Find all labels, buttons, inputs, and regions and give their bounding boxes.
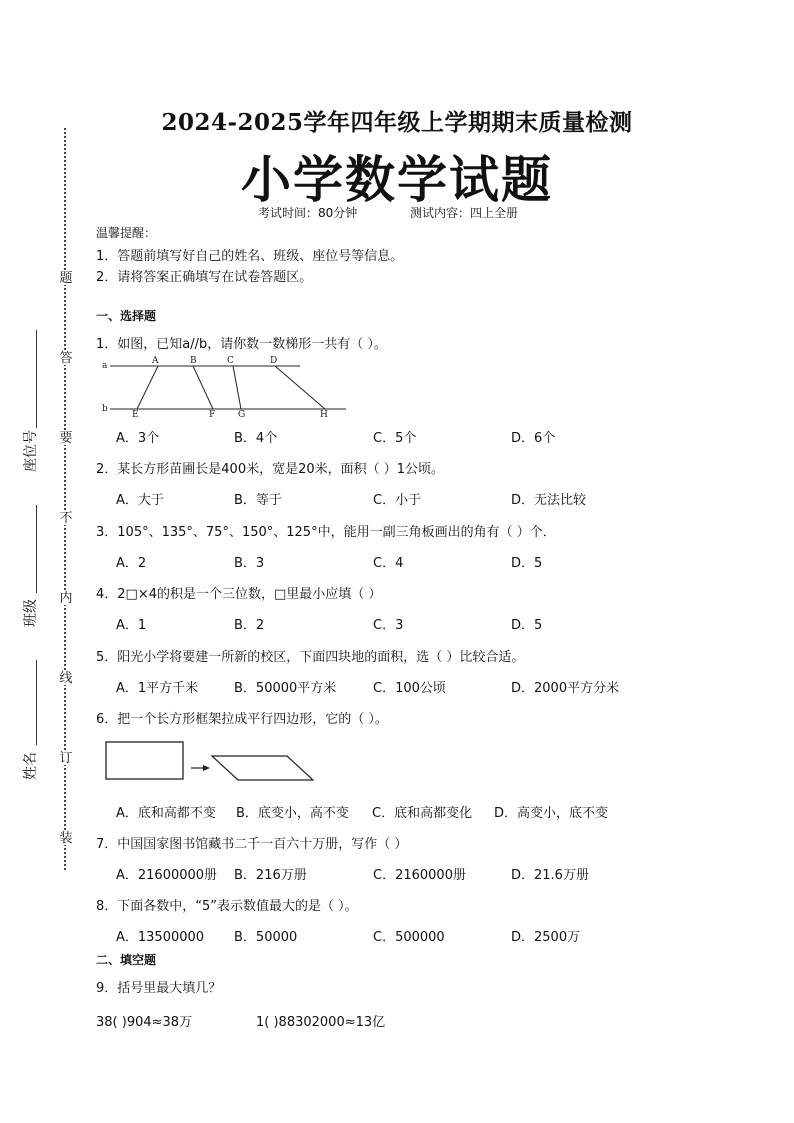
- exam-title: 2024-2025学年四年级上学期期末质量检测: [161, 109, 633, 136]
- seat-label: 座位号: [23, 430, 39, 472]
- option-c[interactable]: C．2160000册: [373, 868, 466, 883]
- name-underline[interactable]: [36, 660, 37, 745]
- fill-blank-2[interactable]: 1( )88302000≈13亿: [256, 1015, 386, 1030]
- option-a[interactable]: A．21600000册: [116, 868, 218, 883]
- margin-char: 线: [59, 671, 73, 686]
- margin-char: 装: [59, 831, 73, 846]
- option-c[interactable]: C．500000: [373, 930, 445, 945]
- rectangle-to-parallelogram-figure: [104, 740, 318, 784]
- option-b[interactable]: B．等于: [234, 493, 282, 508]
- option-a[interactable]: A．大于: [116, 493, 164, 508]
- class-label: 班级: [23, 599, 39, 627]
- label-b: b: [102, 404, 108, 414]
- option-a[interactable]: A．底和高都不变: [116, 806, 216, 821]
- option-c[interactable]: C．100公顷: [373, 681, 446, 696]
- point-label: C: [227, 356, 234, 366]
- option-d[interactable]: D．2000平方分米: [511, 681, 620, 696]
- option-c[interactable]: C．3: [373, 618, 404, 633]
- point-label: B: [190, 356, 197, 366]
- class-underline[interactable]: [36, 505, 37, 593]
- question-stem: 5．阳光小学将要建一所新的校区，下面四块地的面积，选（ ）比较合适。: [96, 650, 525, 665]
- option-b[interactable]: B．216万册: [234, 868, 307, 883]
- option-d[interactable]: D．21.6万册: [511, 868, 589, 883]
- question-stem: 1．如图，已知a//b，请你数一数梯形一共有（ ）。: [96, 337, 387, 352]
- option-c[interactable]: C．小于: [373, 493, 422, 508]
- option-b[interactable]: B．2: [234, 618, 265, 633]
- margin-char: 内: [59, 591, 73, 606]
- option-d[interactable]: D．无法比较: [511, 493, 587, 508]
- option-b[interactable]: B．底变小，高不变: [236, 806, 349, 821]
- question-stem: 8．下面各数中，“5”表示数值最大的是（ ）。: [96, 899, 358, 914]
- option-d[interactable]: D．6个: [511, 431, 556, 446]
- point-label: F: [209, 410, 216, 418]
- margin-char: 订: [59, 751, 73, 766]
- option-b[interactable]: B．3: [234, 556, 265, 571]
- point-label: E: [132, 410, 139, 418]
- question-stem: 6．把一个长方形框架拉成平行四边形，它的（ ）。: [96, 712, 388, 727]
- name-label: 姓名: [23, 752, 39, 780]
- fill-blank-1[interactable]: 38( )904≈38万: [96, 1015, 193, 1030]
- point-label: D: [270, 356, 278, 366]
- question-stem: 3．105°、135°、75°、150°、125°中，能用一副三角板画出的角有（ ）个．: [96, 525, 556, 540]
- question-stem: 9．括号里最大填几？: [96, 981, 222, 996]
- option-c[interactable]: C．5个: [373, 431, 417, 446]
- exam-content: 测试内容：四上全册: [410, 206, 519, 220]
- section-title-choice: 一、选择题: [96, 309, 157, 323]
- section-title-fill: 二、填空题: [96, 953, 157, 967]
- option-a[interactable]: A．3个: [116, 431, 160, 446]
- label-a: a: [102, 361, 108, 371]
- option-c[interactable]: C．底和高都变化: [372, 806, 473, 821]
- option-c[interactable]: C．4: [373, 556, 404, 571]
- question-stem: 2．某长方形苗圃长是400米，宽是20米，面积（ ）1公顷。: [96, 462, 445, 477]
- option-a[interactable]: A．1平方千米: [116, 681, 199, 696]
- option-a[interactable]: A．13500000: [116, 930, 205, 945]
- question-stem: 7．中国国家图书馆藏书二千一百六十万册，写作（ ）: [96, 837, 408, 852]
- option-d[interactable]: D．5: [511, 556, 543, 571]
- notice-heading: 温馨提醒：: [96, 226, 157, 240]
- option-b[interactable]: B．4个: [234, 431, 278, 446]
- point-label: H: [320, 410, 328, 418]
- option-d[interactable]: D．2500万: [511, 930, 581, 945]
- point-label: A: [152, 356, 159, 366]
- point-label: G: [238, 410, 246, 418]
- margin-char: 题: [59, 271, 73, 286]
- trapezoid-figure: [100, 352, 350, 418]
- option-a[interactable]: A．1: [116, 618, 147, 633]
- notice-item: 2．请将答案正确填写在试卷答题区。: [96, 270, 313, 285]
- option-d[interactable]: D．5: [511, 618, 543, 633]
- notice-item: 1．答题前填写好自己的姓名、班级、座位号等信息。: [96, 249, 404, 264]
- margin-char: 要: [59, 431, 73, 446]
- option-d[interactable]: D．高变小，底不变: [494, 806, 609, 821]
- option-a[interactable]: A．2: [116, 556, 147, 571]
- question-stem: 4．2□×4的积是一个三位数，□里最小应填（ ）: [96, 587, 382, 602]
- exam-time: 考试时间：80分钟: [258, 206, 358, 220]
- margin-char: 答: [59, 351, 73, 366]
- seat-underline[interactable]: [36, 330, 37, 428]
- exam-subtitle: 小学数学试题: [241, 150, 553, 209]
- option-b[interactable]: B．50000平方米: [234, 681, 337, 696]
- option-b[interactable]: B．50000: [234, 930, 298, 945]
- margin-char: 不: [59, 511, 73, 526]
